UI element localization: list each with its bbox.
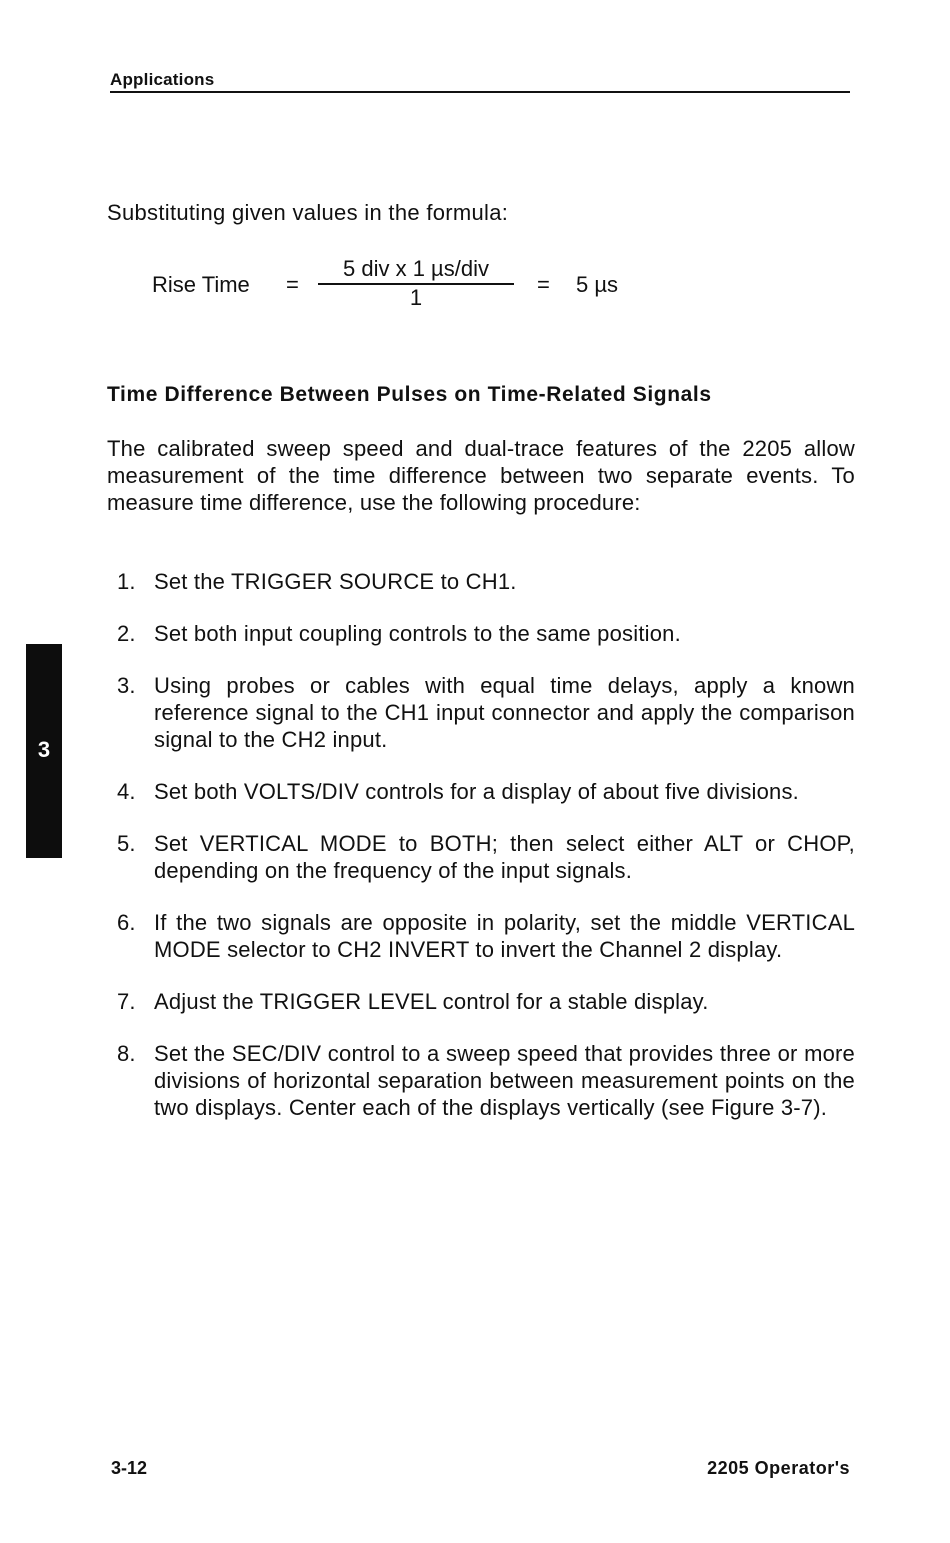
procedure-step (107, 988, 855, 1015)
intro-sentence: Substituting given values in the formula: (107, 200, 509, 225)
section-thumb-tab (26, 644, 62, 858)
section-paragraph: The calibrated sweep speed and dual-trace features of the 2205 allow measurement of the time difference between two separate events. To measure time difference, use the following procedure: (107, 436, 855, 515)
formula-denominator: 1 (409, 285, 423, 310)
step-number: 3. (117, 673, 136, 698)
step-number: 7. (117, 989, 136, 1014)
formula-numerator: 5 div x 1 µs/div (318, 256, 514, 285)
formula-fraction (318, 256, 514, 311)
procedure-step (107, 778, 855, 805)
step-text: Set both VOLTS/DIV controls for a display of about five divisions. (154, 779, 799, 804)
procedure-step (107, 672, 855, 753)
procedure-step (107, 830, 855, 884)
step-number: 8. (117, 1041, 136, 1066)
step-number: 1. (117, 569, 136, 594)
step-number: 2. (117, 621, 136, 646)
step-text: Set the SEC/DIV control to a sweep speed that provides three or more divisions of horizontal separation between measurement points on the two displays. Center each of the displays vertically (see Figure 3-7). (154, 1041, 855, 1120)
rise-time-formula (152, 256, 652, 316)
procedure-steps (107, 568, 855, 1146)
formula-lhs: Rise Time (152, 272, 250, 297)
step-text: Adjust the TRIGGER LEVEL control for a stable display. (154, 989, 709, 1014)
step-text: If the two signals are opposite in polarity, set the middle VERTICAL MODE selector to CH2 INVERT to invert the Channel 2 display. (154, 910, 855, 962)
formula-equals-result: = (537, 272, 550, 297)
procedure-step (107, 620, 855, 647)
procedure-step (107, 909, 855, 963)
step-text: Set the TRIGGER SOURCE to CH1. (154, 569, 517, 594)
step-number: 6. (117, 910, 136, 935)
procedure-step (107, 1040, 855, 1121)
step-text: Set both input coupling controls to the same position. (154, 621, 681, 646)
page-number: 3-12 (111, 1458, 148, 1478)
step-text: Set VERTICAL MODE to BOTH; then select either ALT or CHOP, depending on the frequency of the input signals. (154, 831, 855, 883)
formula-equals: = (286, 272, 299, 297)
manual-title: 2205 Operator's (707, 1458, 850, 1478)
section-tab-number: 3 (37, 737, 51, 762)
procedure-step (107, 568, 855, 595)
step-number: 4. (117, 779, 136, 804)
step-number: 5. (117, 831, 136, 856)
step-text: Using probes or cables with equal time delays, apply a known reference signal to the CH1 input connector and apply the comparison signal to the CH2 input. (154, 673, 855, 752)
running-header: Applications (110, 70, 850, 93)
section-heading: Time Difference Between Pulses on Time-Related Signals (107, 383, 712, 406)
formula-result: 5 µs (576, 272, 619, 297)
